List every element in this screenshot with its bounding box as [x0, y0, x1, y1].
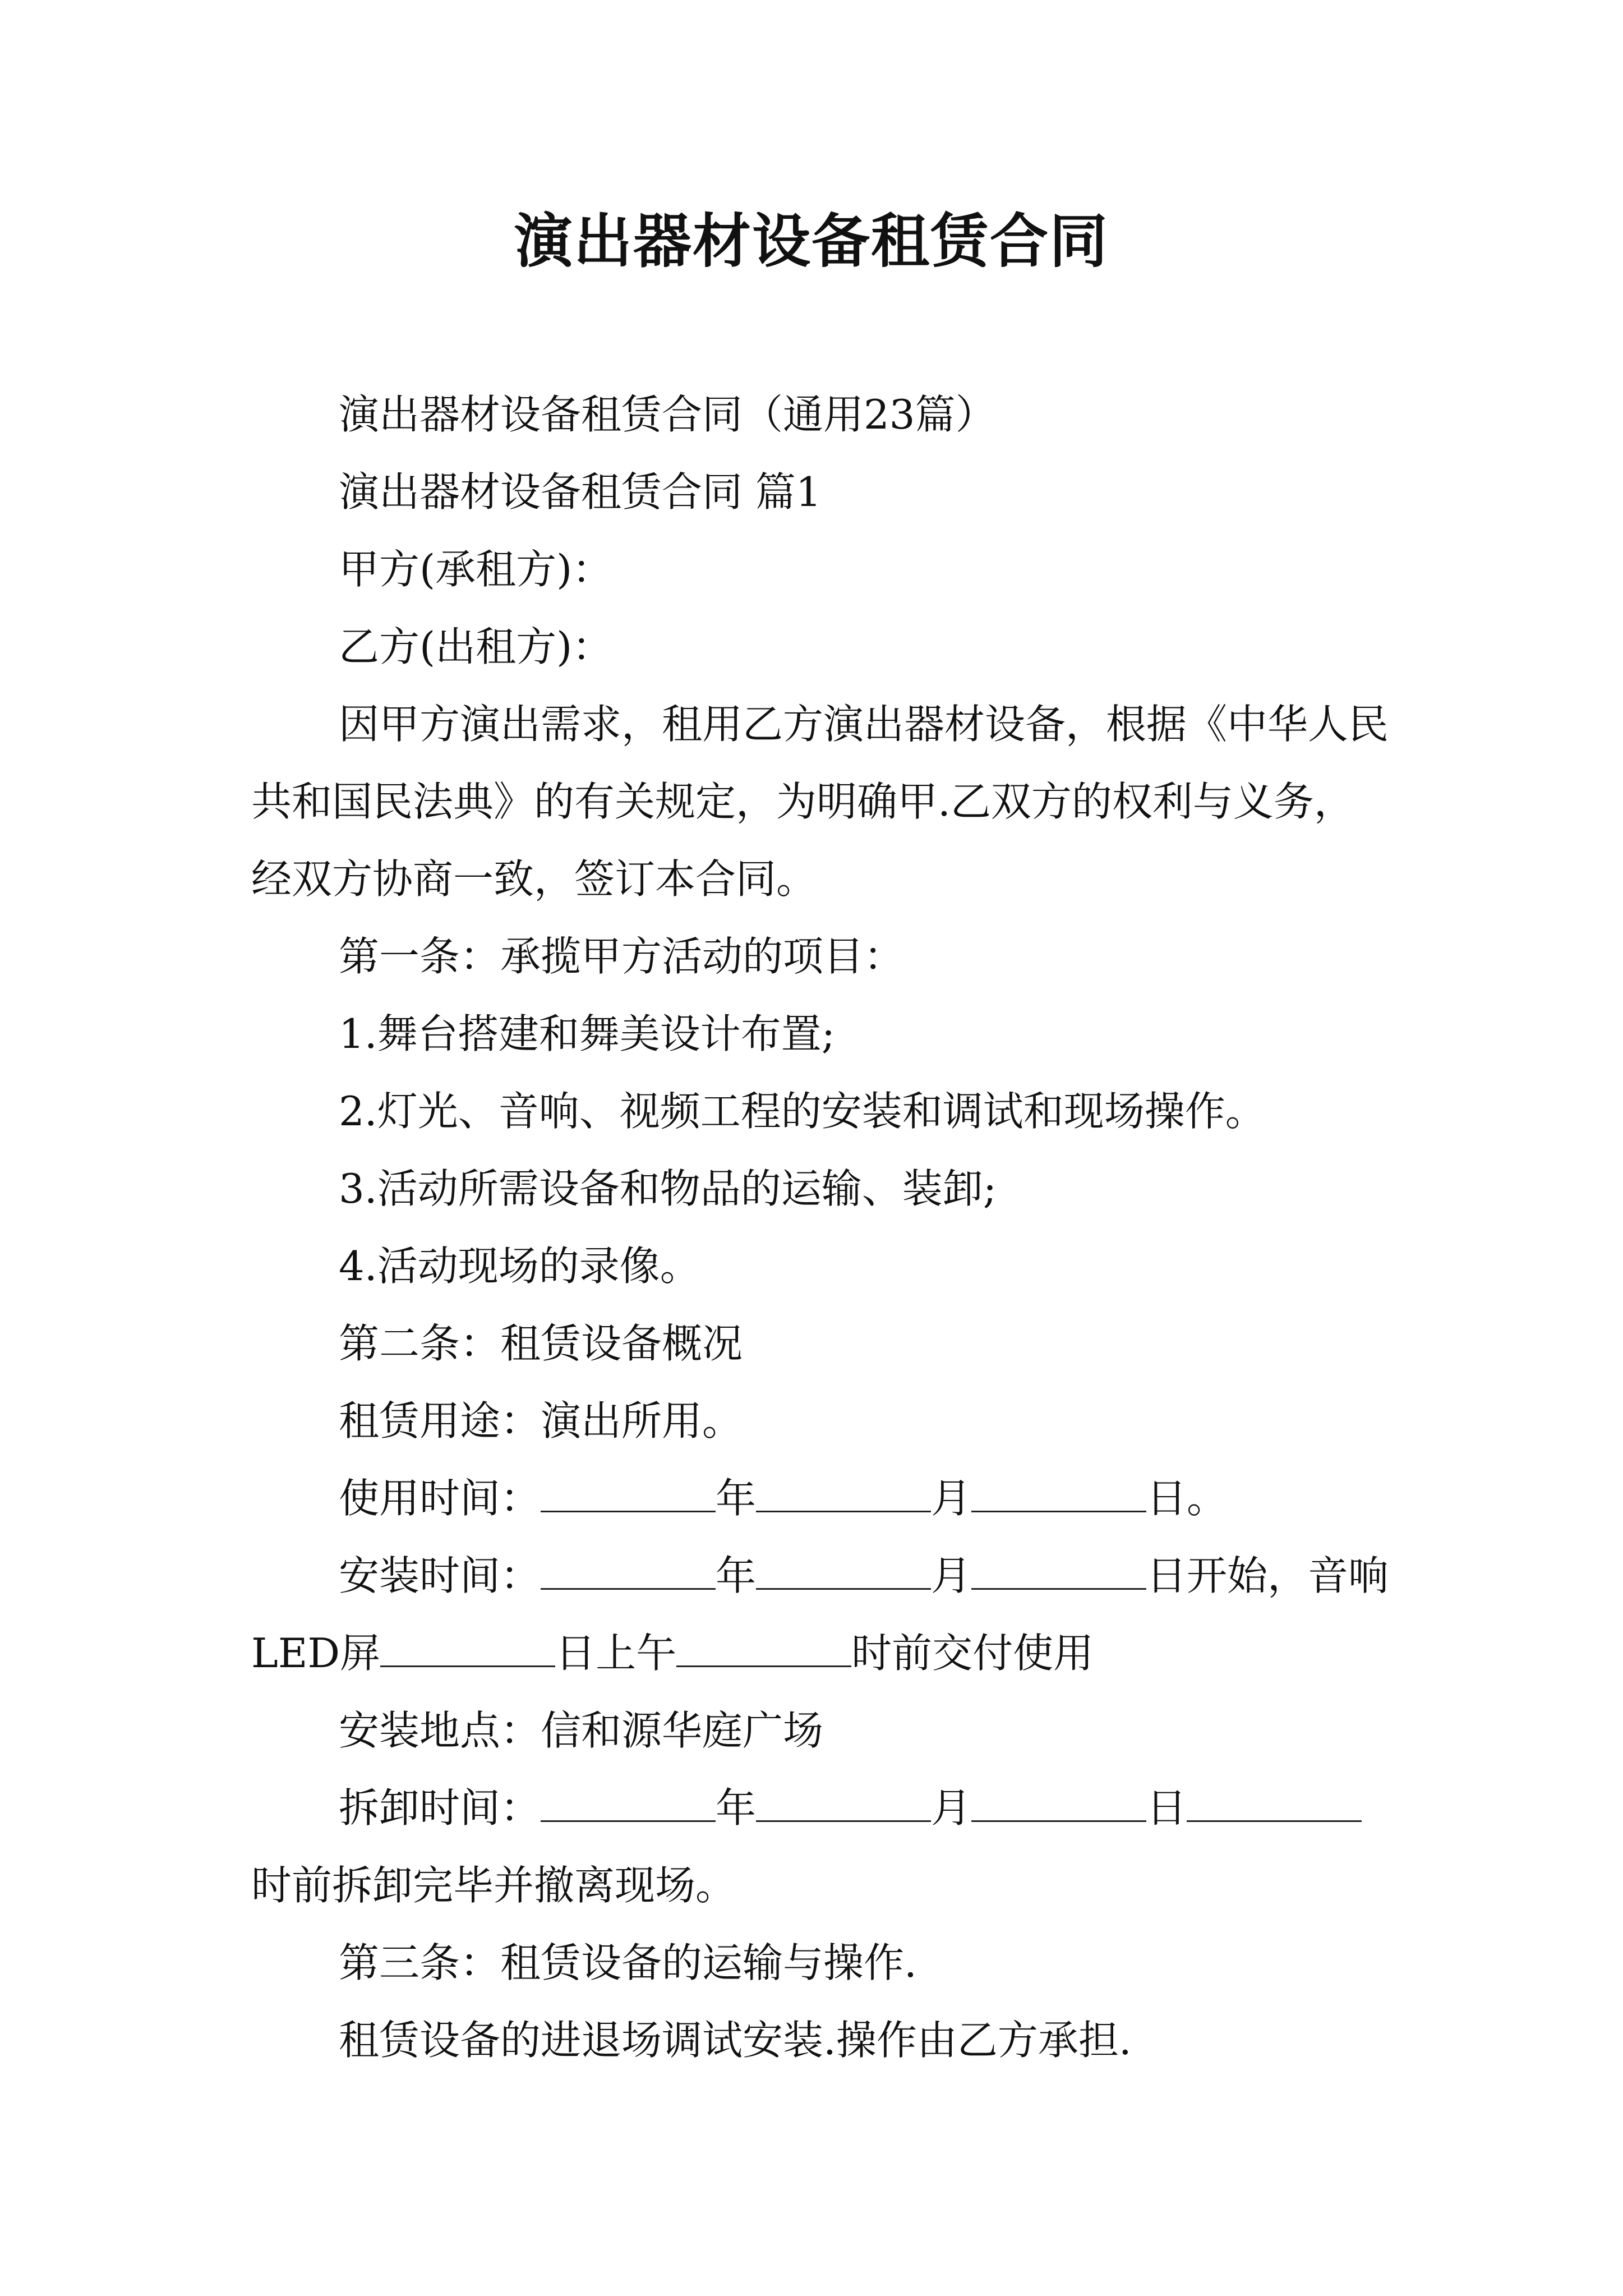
- install-place-line: 安装地点：信和源华庭广场: [339, 1707, 824, 1754]
- day-label: 日。: [1146, 1475, 1228, 1522]
- party-b-line: 乙方(出租方)：: [339, 623, 613, 670]
- usage-line: 租赁用途：演出所用。: [339, 1397, 743, 1444]
- blank-field: [541, 1477, 716, 1512]
- year-label: 年: [716, 1475, 757, 1522]
- blank-field: [971, 1477, 1146, 1512]
- day-start-text: 日开始，音响LED屏: [251, 1552, 1389, 1677]
- delivery-text: 时前交付使用: [851, 1630, 1094, 1677]
- morning-text: 日上午: [555, 1630, 677, 1677]
- blank-field: [541, 1554, 716, 1590]
- article-1-item-1: 1.舞台搭建和舞美设计布置;: [339, 1010, 835, 1057]
- article-2-heading: 第二条：租赁设备概况: [339, 1320, 743, 1367]
- blank-field: [971, 1554, 1146, 1590]
- blank-field: [971, 1787, 1146, 1822]
- subtitle-line: 演出器材设备租赁合同（通用23篇）: [339, 391, 996, 438]
- dismantle-time-label: 拆卸时间：: [339, 1784, 541, 1832]
- piece-heading: 演出器材设备租赁合同 篇1: [339, 468, 822, 516]
- preamble-paragraph: 因甲方演出需求，租用乙方演出器材设备，根据《中华人民共和国民法典》的有关规定，为明确甲.乙双方的权利与义务，经双方协商一致，签订本合同。: [251, 701, 1389, 903]
- use-time-line: [251, 1460, 1390, 1537]
- article-1-item-2: 2.灯光、音响、视频工程的安装和调试和现场操作。: [339, 1088, 1266, 1135]
- install-time-line: [251, 1537, 1390, 1692]
- month-label: 月: [931, 1475, 972, 1522]
- month-label: 月: [931, 1784, 972, 1832]
- finish-text: 时前拆卸完毕并撤离现场。: [251, 1862, 736, 1909]
- blank-field: [380, 1632, 555, 1667]
- blank-field: [756, 1787, 931, 1822]
- year-label: 年: [716, 1784, 757, 1832]
- month-label: 月: [931, 1552, 972, 1599]
- blank-field: [1187, 1787, 1362, 1822]
- article-1-item-4: 4.活动现场的录像。: [339, 1243, 700, 1290]
- article-1-item-3: 3.活动所需设备和物品的运输、装卸;: [339, 1165, 997, 1212]
- blank-field: [541, 1787, 716, 1822]
- install-time-label: 安装时间：: [339, 1552, 541, 1599]
- blank-field: [676, 1632, 851, 1667]
- article-3-heading: 第三条：租赁设备的运输与操作.: [339, 1939, 917, 1986]
- year-label: 年: [716, 1552, 757, 1599]
- dismantle-time-line: [251, 1769, 1390, 1924]
- use-time-label: 使用时间：: [339, 1475, 541, 1522]
- day-label: 日: [1146, 1784, 1187, 1832]
- article-3-text: 租赁设备的进退场调试安装.操作由乙方承担.: [339, 2017, 1132, 2064]
- blank-field: [756, 1554, 931, 1590]
- blank-field: [756, 1477, 931, 1512]
- document-body: [251, 376, 1390, 2079]
- document-title: 演出器材设备租赁合同: [514, 206, 1109, 275]
- article-1-heading: 第一条：承揽甲方活动的项目：: [339, 933, 905, 980]
- party-a-line: 甲方(承租方)：: [339, 546, 613, 593]
